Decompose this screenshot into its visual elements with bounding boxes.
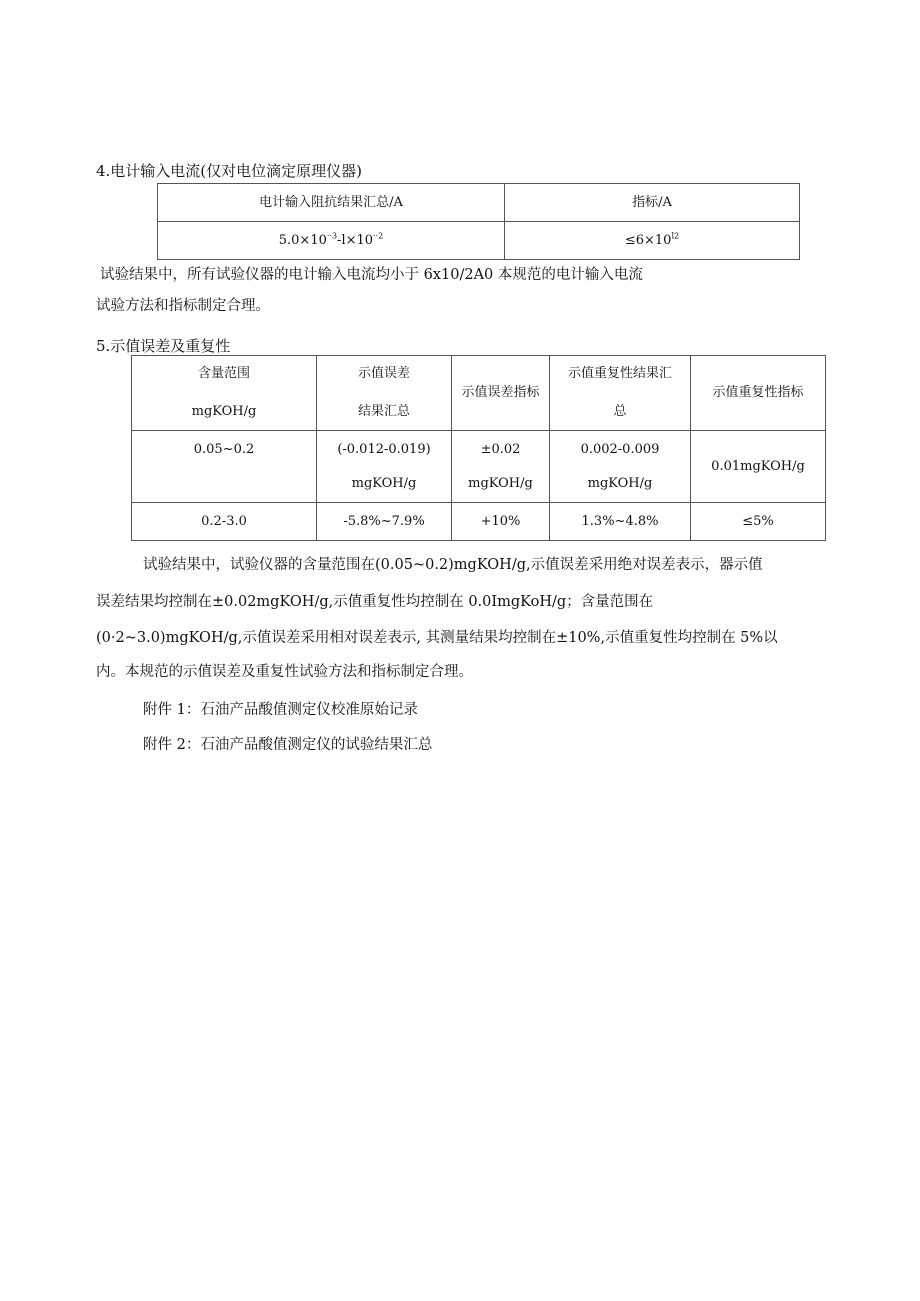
table-header-cell: 指标/A [505, 184, 800, 222]
table-header-cell: 电计输入阻抗结果汇总/A [158, 184, 505, 222]
table-cell-repeat-summary [550, 431, 691, 503]
table-cell-repeat-summary: 1.3%~4.8% [550, 503, 691, 541]
header-line: 含量范围 [197, 366, 250, 381]
paragraph-line: 试验结果中，所有试验仪器的电计输入电流均小于 6x10∕2A0 本规范的电计输入电流 [100, 267, 643, 283]
result-exponent: ··2 [373, 231, 384, 241]
cell-line: ±0.02 [480, 441, 521, 457]
result-exponent: ··3 [326, 231, 338, 241]
paragraph-line: 试验方法和指标制定合理。 [96, 298, 270, 314]
header-line: 示值重复性结果汇 [567, 366, 672, 381]
header-line: 示值误差 [357, 366, 410, 381]
header-line: mgKOH/g [191, 404, 257, 419]
table-cell-error-summary [317, 431, 452, 503]
cell-line: mgKOH/g [587, 475, 653, 491]
section-5-heading: 5.示值误差及重复性 [96, 337, 231, 355]
table-cell-range: 0.2-3.0 [132, 503, 317, 541]
attachment-item: 附件 1：石油产品酸值测定仪校准原始记录 [143, 702, 418, 718]
header-line: 结果汇总 [357, 404, 410, 419]
index-value-part: ≤6×10 [624, 232, 672, 248]
table-cell-result [158, 222, 505, 260]
table-header-cell [132, 356, 317, 431]
table-cell-error-summary: -5.8%~7.9% [317, 503, 452, 541]
table-header-cell: 示值重复性指标 [691, 356, 826, 431]
paragraph-line: 内。本规范的示值误差及重复性试验方法和指标制定合理。 [96, 664, 473, 680]
table-header-cell [550, 356, 691, 431]
cell-line: mgKOH/g [351, 475, 417, 491]
index-exponent: l2 [671, 231, 680, 241]
table-cell-repeat-index: 0.01mgKOH/g [691, 431, 826, 503]
table-header-cell [317, 356, 452, 431]
paragraph-line: 试验结果中，试验仪器的含量范围在(0.05~0.2)mgKOH/g,示值误差采用绝对误差表示，器示值 [143, 557, 763, 573]
paragraph-line: (0·2~3.0)mgKOH∕g,示值误差采用相对误差表示, 其测量结果均控制在±10%,示值重复性均控制在 5%以 [96, 630, 778, 646]
result-value-part: -l×10 [337, 232, 374, 248]
table-cell-error-index: +10% [452, 503, 550, 541]
table-cell-error-index [452, 431, 550, 503]
table-header-cell: 示值误差指标 [452, 356, 550, 431]
result-value-part: 5.0×10 [278, 232, 327, 248]
section-4-heading: 4.电计输入电流(仅对电位滴定原理仪器) [96, 162, 363, 180]
input-current-table [157, 183, 800, 260]
attachment-item: 附件 2：石油产品酸值测定仪的试验结果汇总 [143, 737, 433, 753]
paragraph-line: 误差结果均控制在±0.02mgKOH∕g,示值重复性均控制在 0.0ImgKoH/g；含量范围在 [96, 594, 654, 610]
cell-line: mgKOH/g [468, 475, 533, 491]
indication-error-table [131, 355, 826, 541]
table-cell-index [505, 222, 800, 260]
table-cell-repeat-index: ≤5% [691, 503, 826, 541]
header-line: 总 [613, 404, 627, 419]
cell-line: 0.002-0.009 [580, 441, 660, 457]
cell-line: (-0.012-0.019) [337, 441, 431, 457]
table-cell-range: 0.05~0.2 [132, 431, 317, 503]
